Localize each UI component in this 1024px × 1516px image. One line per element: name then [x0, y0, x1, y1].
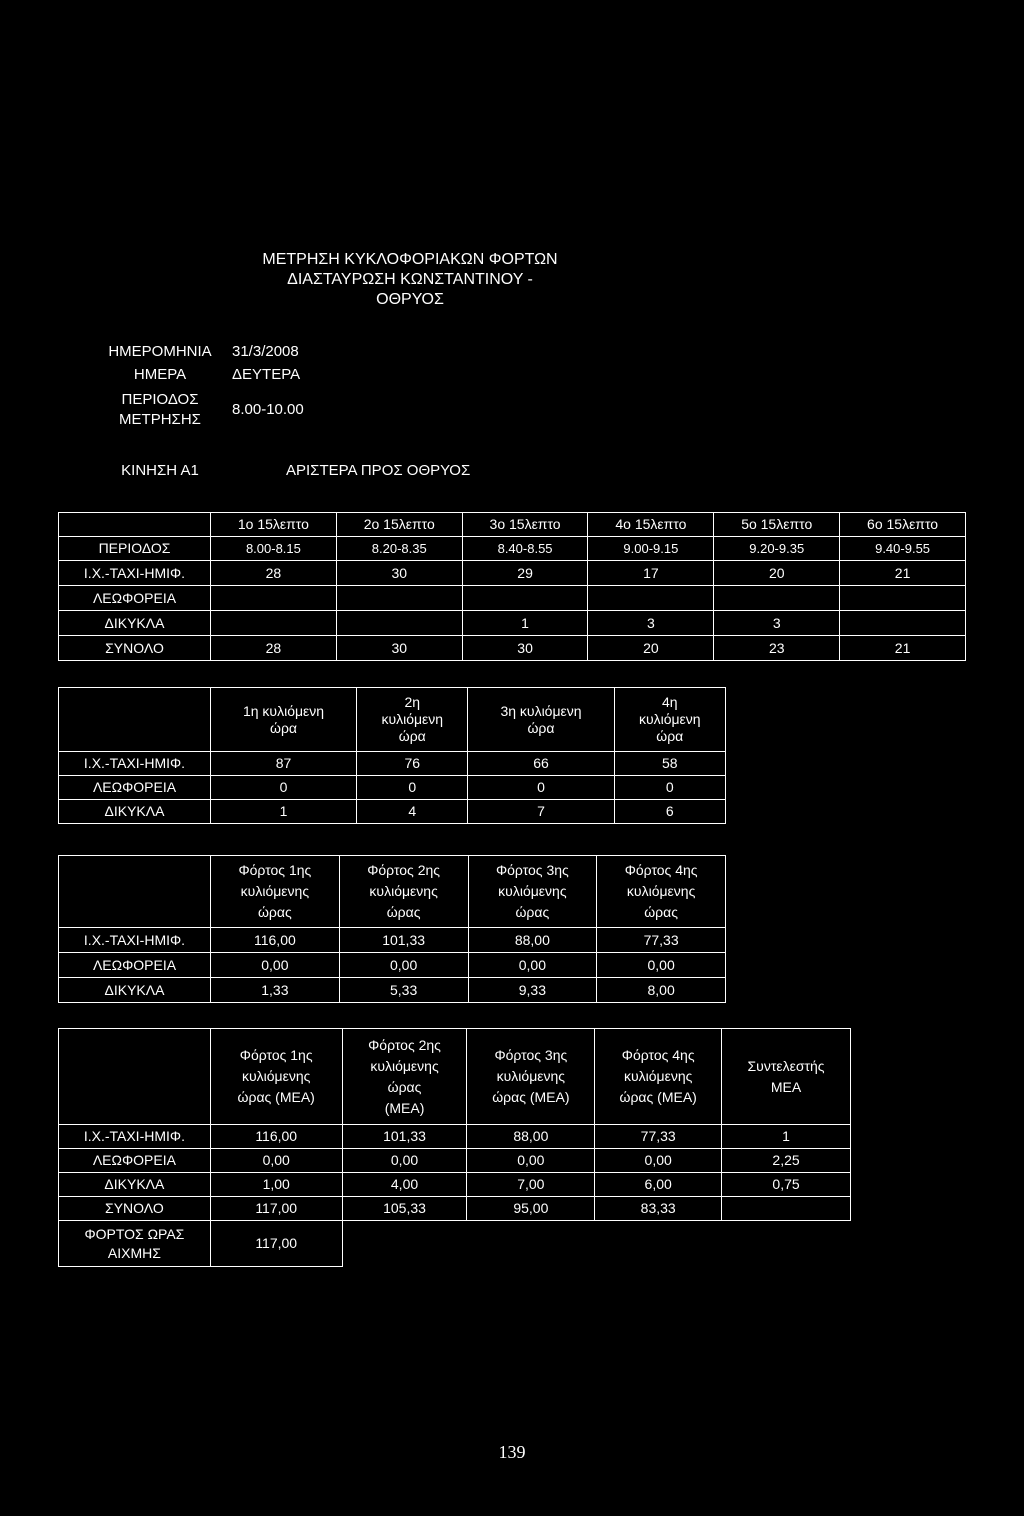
cell: 95,00 — [467, 1197, 595, 1221]
row-label: ΔΙΚΥΚΛΑ — [59, 800, 211, 824]
header-line: 1η κυλιόμενη — [242, 702, 325, 719]
cell: 0 — [468, 776, 614, 800]
column-header — [211, 688, 357, 752]
cell: 4 — [357, 800, 468, 824]
cell: 5,33 — [339, 978, 468, 1003]
empty-cell — [342, 1221, 467, 1267]
cell: 1,00 — [210, 1173, 342, 1197]
cell: 0 — [614, 776, 725, 800]
header-line: Φόρτος 2ης — [368, 1036, 441, 1053]
cell: 21 — [840, 636, 966, 661]
row-label: ΔΙΚΥΚΛΑ — [59, 978, 211, 1003]
cell: 88,00 — [467, 1125, 595, 1149]
cell: 0,00 — [339, 953, 468, 978]
cell: 0,75 — [722, 1173, 851, 1197]
table-row — [59, 561, 966, 586]
cell — [336, 586, 462, 611]
cell: 30 — [336, 636, 462, 661]
rolling-hour-load-table — [58, 855, 726, 1003]
cell: 6,00 — [595, 1173, 722, 1197]
header-line: Φόρτος 1ης — [238, 862, 312, 878]
cell: 7,00 — [467, 1173, 595, 1197]
period-cell: 9.40-9.55 — [840, 537, 966, 561]
cell: 0,00 — [342, 1149, 467, 1173]
cell: 87 — [211, 752, 357, 776]
header-line: κυλιόμενης — [626, 883, 696, 899]
header-line: κυλιόμενης — [370, 1057, 439, 1074]
cell: 101,33 — [339, 928, 468, 953]
row-label: ΔΙΚΥΚΛΑ — [59, 611, 211, 636]
header-line: κυλιόμενης — [240, 883, 310, 899]
period-cell: 8.20-8.35 — [336, 537, 462, 561]
column-header: 4ο 15λεπτο — [588, 513, 714, 537]
column-header — [342, 1029, 467, 1125]
cell: 88,00 — [468, 928, 597, 953]
period-cell: 8.00-8.15 — [211, 537, 337, 561]
header-line: ώρα — [270, 719, 298, 736]
header-line: ώρας — [515, 904, 550, 920]
table-row — [59, 1173, 851, 1197]
column-header: 6ο 15λεπτο — [840, 513, 966, 537]
cell — [211, 586, 337, 611]
cell: 8,00 — [597, 978, 726, 1003]
cell: 30 — [336, 561, 462, 586]
column-header — [339, 856, 468, 928]
column-header — [211, 856, 340, 928]
header-line: Φόρτος 4ης — [624, 862, 698, 878]
column-header — [468, 688, 614, 752]
cell: 77,33 — [597, 928, 726, 953]
cell: 1 — [462, 611, 588, 636]
table-row — [59, 800, 726, 824]
row-label: Ι.Χ.-ΤΑΧΙ-ΗΜΙΦ. — [59, 752, 211, 776]
cell: 0,00 — [467, 1149, 595, 1173]
row-label: ΠΕΡΙΟΔΟΣ — [59, 537, 211, 561]
row-label: ΣΥΝΟΛΟ — [59, 636, 211, 661]
date-value: 31/3/2008 — [232, 343, 299, 360]
cell — [840, 586, 966, 611]
column-header: 1ο 15λεπτο — [211, 513, 337, 537]
day-value: ΔΕΥΤΕΡΑ — [232, 366, 301, 383]
header-line: ΜΕΑ — [770, 1078, 802, 1095]
header-line: (ΜΕΑ) — [384, 1099, 425, 1116]
cell: 17 — [588, 561, 714, 586]
peak-value: 117,00 — [210, 1221, 342, 1267]
column-header — [467, 1029, 595, 1125]
cell: 29 — [462, 561, 588, 586]
row-label: Ι.Χ.-ΤΑΧΙ-ΗΜΙΦ. — [59, 1125, 211, 1149]
header-line: ώρα — [527, 719, 555, 736]
cell: 117,00 — [210, 1197, 342, 1221]
header-line: ώρας — [644, 904, 678, 920]
cell: 0,00 — [210, 1149, 342, 1173]
header-line: κυλιόμενης — [242, 1068, 311, 1084]
cell: 0 — [357, 776, 468, 800]
cell: 0,00 — [597, 953, 726, 978]
header-line: Φόρτος 4ης — [621, 1047, 695, 1063]
date-label: ΗΜΕΡΟΜΗΝΙΑ — [108, 343, 212, 360]
period-cell: 8.40-8.55 — [462, 537, 588, 561]
cell: 0,00 — [211, 953, 340, 978]
cell: 9,33 — [468, 978, 597, 1003]
cell: 28 — [211, 636, 337, 661]
day-label: ΗΜΕΡΑ — [133, 366, 187, 383]
period-cell: 9.20-9.35 — [714, 537, 840, 561]
pcu-load-table — [58, 1028, 851, 1267]
header-line: ώρας (ΜΕΑ) — [492, 1089, 570, 1105]
cell: 0,00 — [595, 1149, 722, 1173]
period-label-line-1: ΠΕΡΙΟΔΟΣ — [121, 391, 199, 408]
cell — [588, 586, 714, 611]
cell: 116,00 — [210, 1125, 342, 1149]
cell: 23 — [714, 636, 840, 661]
cell — [211, 611, 337, 636]
row-label: ΛΕΩΦΟΡΕΙΑ — [59, 953, 211, 978]
header-line: 4η — [661, 694, 678, 710]
column-header — [595, 1029, 722, 1125]
cell — [722, 1197, 851, 1221]
cell: 28 — [211, 561, 337, 586]
header-line: κυλιόμενης — [498, 883, 567, 899]
cell: 105,33 — [342, 1197, 467, 1221]
table-row — [59, 636, 966, 661]
movement-value: ΑΡΙΣΤΕΡΑ ΠΡΟΣ ΟΘΡΥΟΣ — [286, 462, 471, 479]
table-corner — [59, 513, 211, 537]
cell: 30 — [462, 636, 588, 661]
header-line: ώρας (ΜΕΑ) — [619, 1089, 697, 1105]
empty-cell — [467, 1221, 595, 1267]
cell: 1,33 — [211, 978, 340, 1003]
header-line: Συντελεστής — [747, 1057, 825, 1074]
row-label: ΔΙΚΥΚΛΑ — [59, 1173, 211, 1197]
cell — [840, 611, 966, 636]
period-cell: 9.00-9.15 — [588, 537, 714, 561]
table-row — [59, 978, 726, 1003]
column-header: 5ο 15λεπτο — [714, 513, 840, 537]
header-line: Φόρτος 3ης — [494, 1047, 568, 1063]
header-line: κυλιόμενης — [369, 883, 438, 899]
cell: 77,33 — [595, 1125, 722, 1149]
column-header — [210, 1029, 342, 1125]
row-label: Ι.Χ.-ΤΑΧΙ-ΗΜΙΦ. — [59, 928, 211, 953]
cell: 58 — [614, 752, 725, 776]
row-label: ΛΕΩΦΟΡΕΙΑ — [59, 1149, 211, 1173]
table-corner — [59, 688, 211, 752]
peak-label-line: ΑΙΧΜΗΣ — [107, 1244, 161, 1261]
cell: 83,33 — [595, 1197, 722, 1221]
table-row — [59, 1125, 851, 1149]
column-header — [722, 1029, 851, 1125]
header-line: ώρας (ΜΕΑ) — [237, 1089, 315, 1105]
cell — [462, 586, 588, 611]
page-number: 139 — [498, 1442, 526, 1462]
period-label — [60, 390, 260, 430]
header-line: Φόρτος 3ης — [495, 862, 569, 878]
empty-cell — [722, 1221, 851, 1267]
title-line-1: ΜΕΤΡΗΣΗ ΚΥΚΛΟΦΟΡΙΑΚΩΝ ΦΟΡΤΩΝ — [262, 251, 558, 268]
cell — [714, 586, 840, 611]
cell: 20 — [588, 636, 714, 661]
table-row — [59, 611, 966, 636]
peak-row — [59, 1221, 851, 1267]
cell: 7 — [468, 800, 614, 824]
header-line: ώρα — [398, 728, 426, 744]
table-corner — [59, 856, 211, 928]
document-title — [200, 250, 620, 310]
cell: 1 — [722, 1125, 851, 1149]
peak-label-line: ΦΟΡΤΟΣ ΩΡΑΣ — [84, 1225, 185, 1242]
cell: 6 — [614, 800, 725, 824]
header-line: ώρας — [387, 1078, 422, 1095]
table-row — [59, 586, 966, 611]
empty-cell — [595, 1221, 722, 1267]
row-label: ΛΕΩΦΟΡΕΙΑ — [59, 586, 211, 611]
rolling-hour-table — [58, 687, 726, 824]
table-row — [59, 1197, 851, 1221]
cell: 0,00 — [468, 953, 597, 978]
column-header: 2ο 15λεπτο — [336, 513, 462, 537]
cell: 3 — [588, 611, 714, 636]
cell: 4,00 — [342, 1173, 467, 1197]
movement-label: ΚΙΝΗΣΗ Α1 — [121, 462, 199, 479]
title-line-3: ΟΘΡΥΟΣ — [376, 291, 444, 308]
header-line: ώρα — [656, 728, 684, 744]
header-line: 3η κυλιόμενη — [500, 702, 582, 719]
column-header — [614, 688, 725, 752]
period-label-line-2: ΜΕΤΡΗΣΗΣ — [119, 411, 201, 428]
cell — [336, 611, 462, 636]
header-line: κυλιόμενη — [638, 711, 701, 727]
cell: 66 — [468, 752, 614, 776]
title-line-2: ΔΙΑΣΤΑΥΡΩΣΗ ΚΩΝΣΤΑΝΤΙΝΟΥ - — [287, 271, 533, 288]
table-corner — [59, 1029, 211, 1125]
row-label: Ι.Χ.-ΤΑΧΙ-ΗΜΙΦ. — [59, 561, 211, 586]
cell: 20 — [714, 561, 840, 586]
column-header: 3ο 15λεπτο — [462, 513, 588, 537]
quarter-hour-table — [58, 512, 966, 661]
header-line: Φόρτος 2ης — [367, 862, 441, 878]
header-line: κυλιόμενης — [623, 1068, 693, 1084]
header-line: Φόρτος 1ης — [239, 1047, 313, 1063]
peak-label — [59, 1221, 211, 1267]
row-label: ΛΕΩΦΟΡΕΙΑ — [59, 776, 211, 800]
cell: 3 — [714, 611, 840, 636]
cell: 0 — [211, 776, 357, 800]
table-row — [59, 1149, 851, 1173]
column-header — [468, 856, 597, 928]
table-row — [59, 752, 726, 776]
column-header — [597, 856, 726, 928]
table-row — [59, 953, 726, 978]
cell: 76 — [357, 752, 468, 776]
cell: 101,33 — [342, 1125, 467, 1149]
header-line: ώρας — [258, 904, 292, 920]
cell: 116,00 — [211, 928, 340, 953]
cell: 21 — [840, 561, 966, 586]
table-row — [59, 776, 726, 800]
cell: 1 — [211, 800, 357, 824]
header-line: κυλιόμενης — [496, 1068, 566, 1084]
header-line: ώρας — [386, 904, 421, 920]
period-value: 8.00-10.00 — [232, 401, 304, 418]
table-row — [59, 928, 726, 953]
cell: 2,25 — [722, 1149, 851, 1173]
header-line: 2η — [404, 694, 421, 710]
header-line: κυλιόμενη — [381, 711, 444, 727]
row-label: ΣΥΝΟΛΟ — [59, 1197, 211, 1221]
column-header — [357, 688, 468, 752]
